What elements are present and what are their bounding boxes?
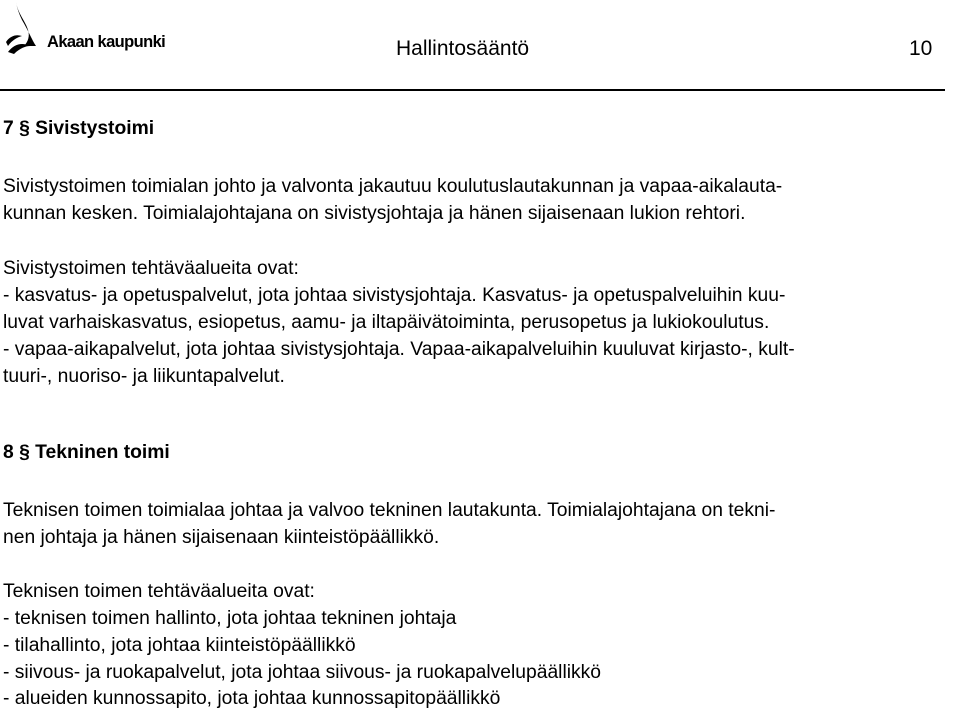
section-7-list-line: - kasvatus- ja opetuspalvelut, jota johtaa sivistysjohtaja. Kasvatus- ja opetuspalveluihin kuu-	[3, 285, 786, 306]
section-7-heading: 7 § Sivistystoimi	[3, 118, 155, 139]
section-8-list-line: - tilahallinto, jota johtaa kiinteistöpäällikkö	[3, 635, 356, 656]
section-7-list-line: - vapaa-aikapalvelut, jota johtaa sivistysjohtaja. Vapaa-aikapalveluihin kuuluvat kirjasto-, kult-	[3, 339, 795, 360]
section-7-text-line: kunnan kesken. Toimialajohtajana on sivistysjohtaja ja hänen sijaisenaan lukion rehtori.	[3, 203, 746, 224]
section-7-list-line: luvat varhaiskasvatus, esiopetus, aamu- ja iltapäivätoiminta, perusopetus ja lukiokoulutus.	[3, 312, 770, 333]
page-number: 10	[909, 37, 933, 60]
logo-wordmark: Akaan kaupunki	[47, 33, 166, 51]
section-8-list-line: - alueiden kunnossapito, jota johtaa kunnossapitopäällikkö	[3, 688, 501, 709]
section-8-list-intro: Teknisen toimen tehtäväalueita ovat:	[3, 581, 315, 602]
section-8-text-line: Teknisen toimen toimialaa johtaa ja valvoo tekninen lautakunta. Toimialajohtajana on tekni-	[3, 500, 776, 521]
logo-emblem-icon	[6, 0, 66, 60]
section-7-text-line: Sivistystoimen toimialan johto ja valvonta jakautuu koulutuslautakunnan ja vapaa-aikalauta-	[3, 176, 783, 197]
section-7-list-intro: Sivistystoimen tehtäväalueita ovat:	[3, 258, 299, 279]
section-8-list-line: - siivous- ja ruokapalvelut, jota johtaa siivous- ja ruokapalvelupäällikkö	[3, 662, 602, 683]
document-title: Hallintosääntö	[396, 37, 530, 60]
section-8-heading: 8 § Tekninen toimi	[3, 442, 170, 463]
header-divider	[0, 89, 945, 91]
section-8-list-line: - teknisen toimen hallinto, jota johtaa tekninen johtaja	[3, 608, 457, 629]
section-7-list-line: tuuri-, nuoriso- ja liikuntapalvelut.	[3, 366, 285, 387]
city-logo	[6, 0, 191, 60]
section-8-text-line: nen johtaja ja hänen sijaisenaan kiinteistöpäällikkö.	[3, 527, 440, 548]
